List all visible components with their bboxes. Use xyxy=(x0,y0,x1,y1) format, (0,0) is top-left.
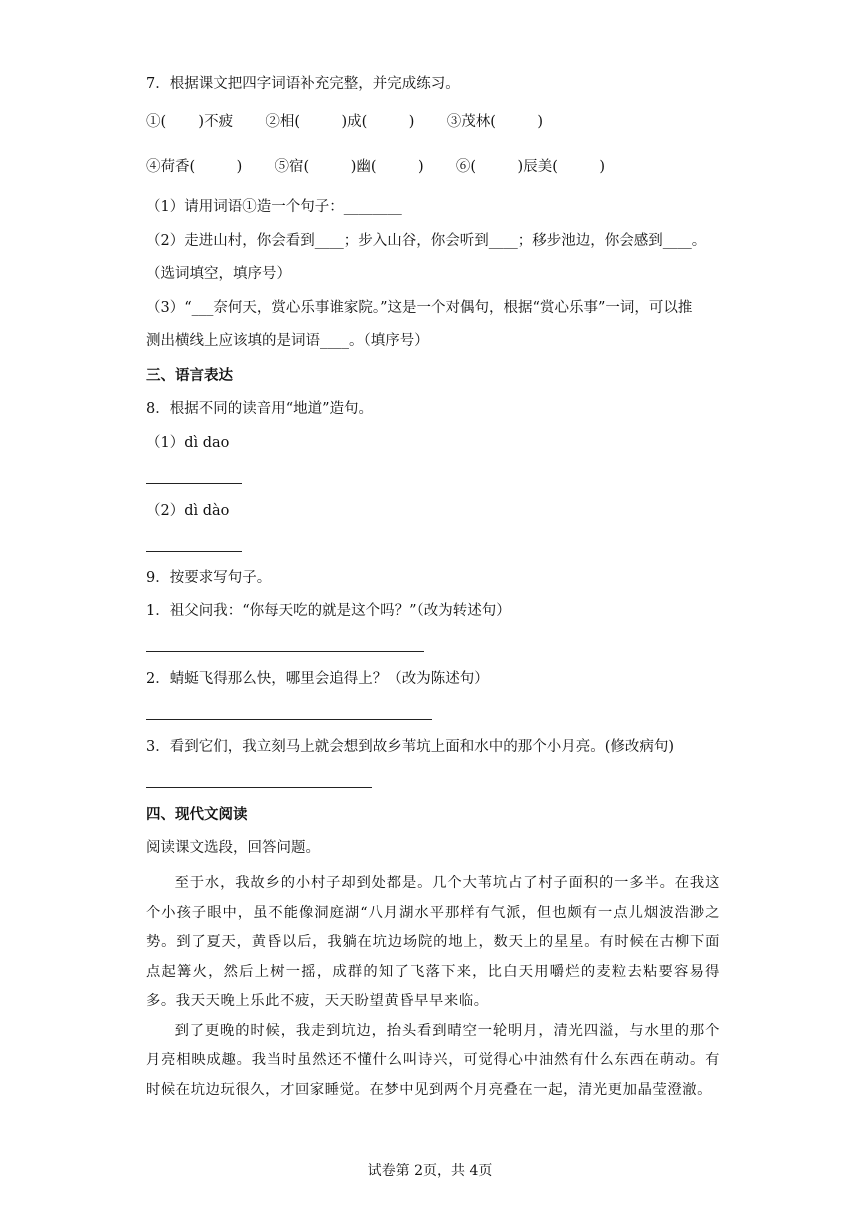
passage-paragraph-2: 到了更晚的时候，我走到坑边，抬头看到晴空一轮明月，清光四溢，与水里的那个月亮相映成趣。我当时虽然还不懂什么叫诗兴，可觉得心中油然有什么东西在萌动。有时候在坑边玩很久，才回家睡觉。在梦中见到两个月亮叠在一起，清光更加晶莹澄澈。 xyxy=(146,1022,720,1098)
reading-instruction: 阅读课文选段，回答问题。 xyxy=(146,840,320,856)
question-8-stem: 8．根据不同的读音用“地道”造句。 xyxy=(146,401,374,417)
question-9-item-1: 1．祖父问我：“你每天吃的就是这个吗？”（改为转述句） xyxy=(146,603,511,619)
section-4-title: 四、现代文阅读 xyxy=(146,807,248,823)
question-7-sub-1: （1）请用词语①造一个句子：________ xyxy=(146,199,402,215)
question-7-idioms-row-2: ④荷香( ) ⑤宿( )幽( ) ⑥( )辰美( ) xyxy=(146,159,606,175)
answer-line-9-1[interactable] xyxy=(146,651,424,652)
question-9-item-3: 3．看到它们，我立刻马上就会想到故乡苇坑上面和水中的那个小月亮。(修改病句) xyxy=(146,739,675,755)
answer-line-8-2[interactable] xyxy=(146,551,242,552)
question-9-stem: 9．按要求写句子。 xyxy=(146,570,272,586)
question-7-sub-2-line-1: （2）走进山村，你会看到____；步入山谷，你会听到____；移步池边，你会感到____。 xyxy=(146,233,707,249)
answer-line-8-1[interactable] xyxy=(146,483,242,484)
question-7-sub-3-line-1: （3）“___奈何天，赏心乐事谁家院。”这是一个对偶句，根据“赏心乐事”一词，可以推 xyxy=(146,300,693,316)
page-footer: 试卷第 2页，共 4页 xyxy=(367,1163,493,1179)
question-7-idioms-row-1: ①( )不疲 ②相( )成( ) ③茂林( ) xyxy=(146,114,543,130)
answer-line-9-3[interactable] xyxy=(146,787,372,788)
reading-passage xyxy=(146,869,720,1105)
question-7-sub-3-line-2: 测出横线上应该填的是词语____。（填序号） xyxy=(146,333,429,349)
question-8-item-2: （2）dì dào xyxy=(146,503,230,519)
section-3-title: 三、语言表达 xyxy=(146,368,233,384)
question-8-item-1: （1）dì dao xyxy=(146,435,230,451)
question-7-stem: 7．根据课文把四字词语补充完整，并完成练习。 xyxy=(146,76,460,92)
question-9-item-2: 2．蜻蜓飞得那么快，哪里会追得上？（改为陈述句） xyxy=(146,671,489,687)
answer-line-9-2[interactable] xyxy=(146,719,432,720)
passage-paragraph-1: 至于水，我故乡的小村子却到处都是。几个大苇坑占了村子面积的一多半。在我这个小孩子眼中，虽不能像洞庭湖“八月湖水平那样有气派，但也颇有一点儿烟波浩渺之势。到了夏天，黄昏以后，我躺在坑边场院的地上，数天上的星星。有时候在古柳下面点起篝火，然后上树一摇，成群的知了飞落下来，比白天用嚼烂的麦粒去粘要容易得多。我天天晚上乐此不疲，天天盼望黄昏早早来临。 xyxy=(146,875,720,1009)
question-7-sub-2-line-2: （选词填空，填序号） xyxy=(146,266,291,282)
